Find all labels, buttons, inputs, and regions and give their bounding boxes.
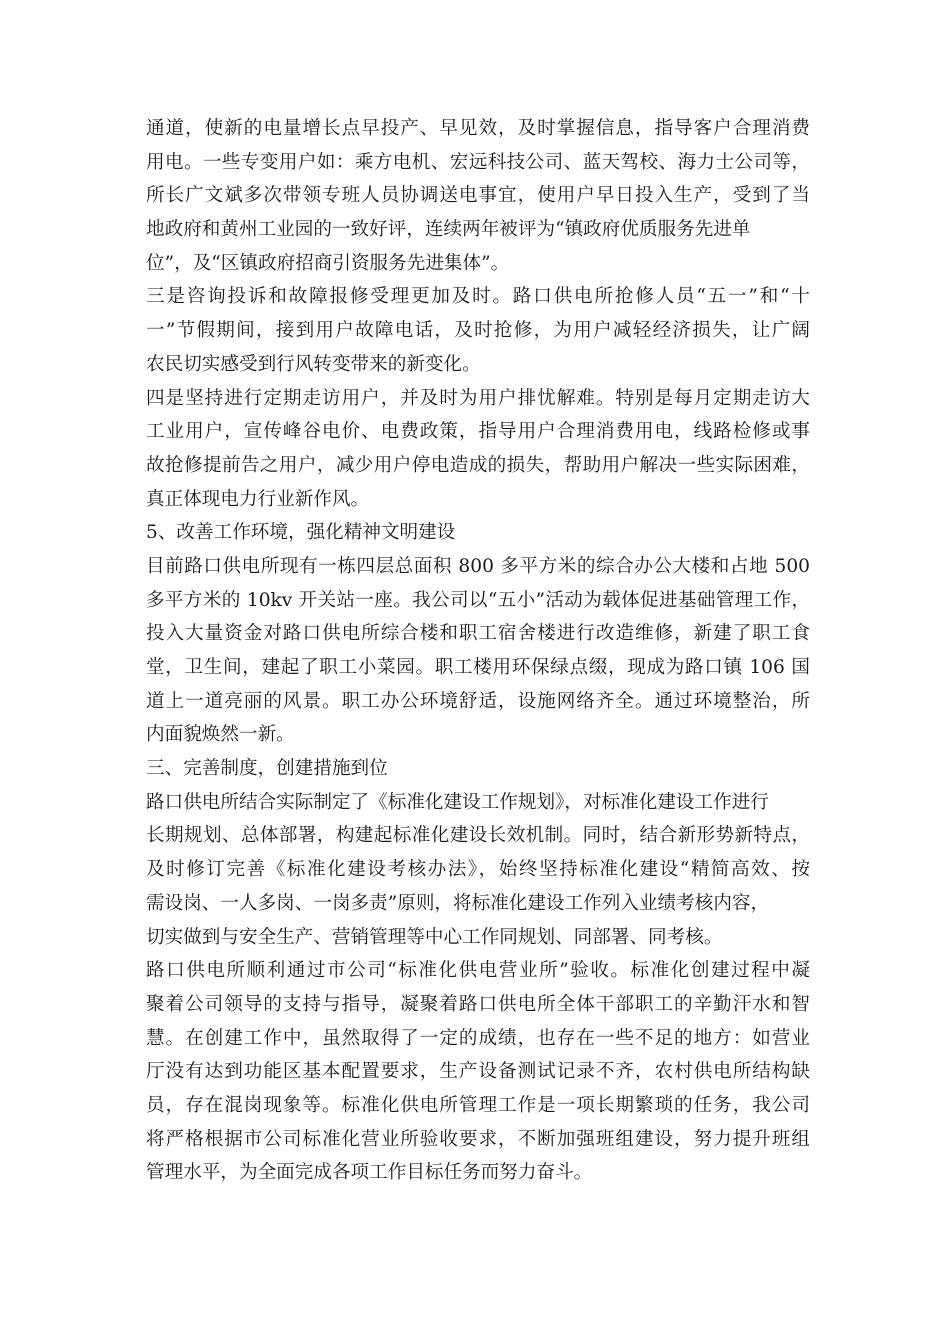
- text-line: 四是坚持进行定期走访用户，并及时为用户排忧解难。特别是每月定期走访大: [146, 387, 810, 409]
- text-line: 位”，及“区镇政府招商引资服务先进集体”。: [146, 252, 510, 274]
- text-line: 故抢修提前告之用户，减少用户停电造成的损失，帮助用户解决一些实际困难，: [146, 454, 810, 476]
- text-line: 地政府和黄州工业园的一致好评，连续两年被评为“镇政府优质服务先进单: [146, 219, 751, 241]
- text-line: 路口供电所结合实际制定了《标准化建设工作规划》，对标准化建设工作进行: [146, 791, 769, 813]
- text-line: 农民切实感受到行风转变带来的新变化。: [146, 353, 481, 375]
- text-line: 三是咨询投诉和故障报修受理更加及时。路口供电所抢修人员“五一”和“十: [146, 286, 810, 308]
- text-line: 慧。在创建工作中，虽然取得了一定的成绩，也存在一些不足的地方：如营业: [146, 1027, 810, 1049]
- text-line: 堂，卫生间，建起了职工小菜园。职工楼用环保绿点缀，现成为路口镇 106 国: [146, 657, 810, 678]
- text-line: 工业用户，宣传峰谷电价、电费政策，指导用户合理消费用电，线路检修或事: [146, 421, 810, 443]
- document-body: [146, 112, 810, 1190]
- text-line: 三、完善制度，创建措施到位: [146, 758, 388, 780]
- text-line: 道上一道亮丽的风景。职工办公环境舒适，设施网络齐全。通过环境整治，所: [146, 690, 810, 712]
- text-line: 管理水平，为全面完成各项工作目标任务而努力奋斗。: [146, 1162, 593, 1184]
- text-line: 多平方米的 10kv 开关站一座。我公司以“五小”活动为载体促进基础管理工作，: [146, 589, 810, 611]
- text-line: 一”节假期间，接到用户故障电话，及时抢修，为用户减轻经济损失，让广阔: [146, 320, 810, 342]
- text-line: 通道，使新的电量增长点早投产、早见效，及时掌握信息，指导客户合理消费: [146, 118, 810, 139]
- text-line: 目前路口供电所现有一栋四层总面积 800 多平方米的综合办公大楼和占地 500: [146, 555, 810, 577]
- text-line: 聚着公司领导的支持与指导，凝聚着路口供电所全体干部职工的辛勤汗水和智: [146, 993, 810, 1015]
- text-line: 将严格根据市公司标准化营业所验收要求，不断加强班组建设，努力提升班组: [146, 1128, 810, 1150]
- text-line: 需设岗、一人多岗、一岗多责”原则，将标准化建设工作列入业绩考核内容，: [146, 892, 770, 914]
- text-line: 路口供电所顺利通过市公司“标准化供电营业所”验收。标准化创建过程中凝: [146, 960, 810, 982]
- text-line: 长期规划、总体部署，构建起标准化建设长效机制。同时，结合新形势新特点，: [146, 825, 810, 847]
- text-line: 用电。一些专变用户如：乘方电机、宏远科技公司、蓝天驾校、海力士公司等，: [146, 151, 810, 173]
- text-line: 厅没有达到功能区基本配置要求，生产设备测试记录不齐，农村供电所结构缺: [146, 1061, 810, 1083]
- text-line: 切实做到与安全生产、营销管理等中心工作同规划、同部署、同考核。: [146, 926, 723, 948]
- text-line: 所长广文斌多次带领专班人员协调送电事宜，使用户早日投入生产，受到了当: [146, 185, 810, 207]
- text-line: 员，存在混岗现象等。标准化供电所管理工作是一项长期繁琐的任务，我公司: [146, 1094, 810, 1116]
- text-line: 5、改善工作环境，强化精神文明建设: [146, 522, 456, 544]
- text-line: 真正体现电力行业新作风。: [146, 488, 370, 510]
- text-line: 内面貌焕然一新。: [146, 724, 295, 746]
- text-line: 及时修订完善《标准化建设考核办法》，始终坚持标准化建设“精简高效、按: [146, 859, 810, 881]
- text-line: 投入大量资金对路口供电所综合楼和职工宿舍楼进行改造维修，新建了职工食: [146, 623, 810, 645]
